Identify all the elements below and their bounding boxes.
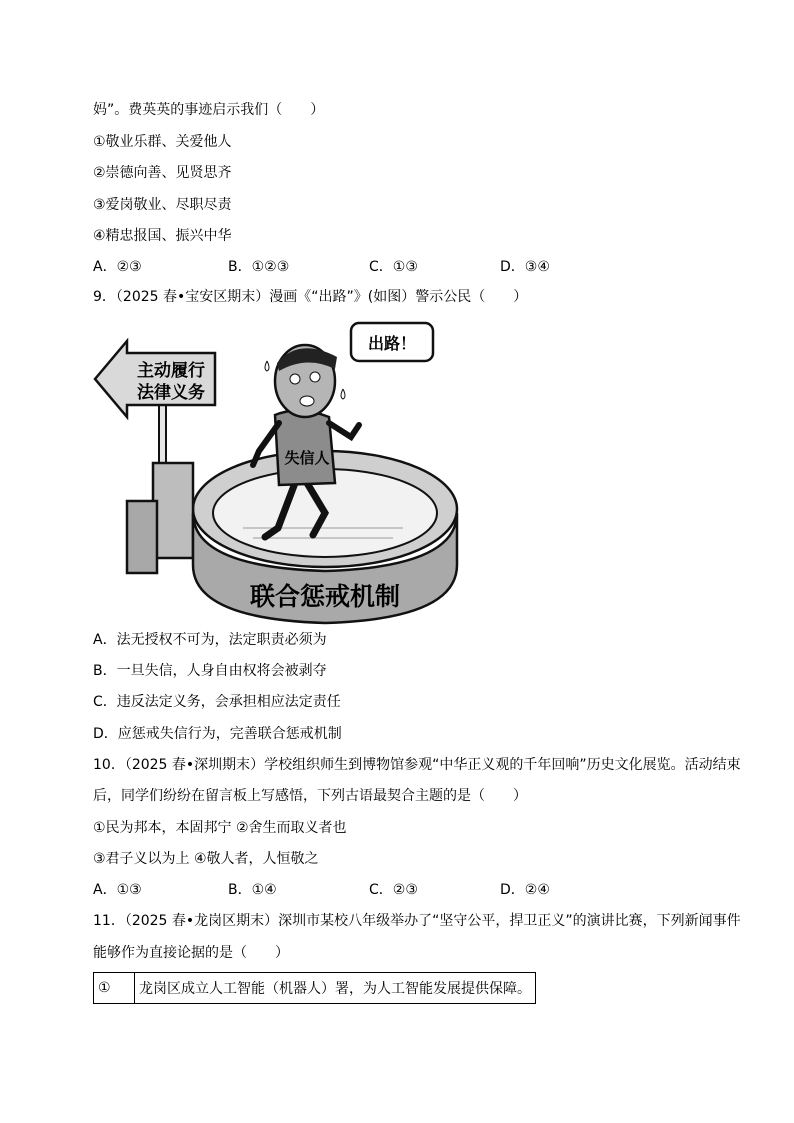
q8-item-1: ①敬业乐群、关爱他人 [93, 134, 232, 150]
cartoon-illustration [93, 313, 483, 625]
q10-items-line1: ①民为邦本，本固邦宁 ②舍生而取义者也 [93, 820, 347, 836]
q8-item-3: ③爱岗敬业、尽职尽责 [93, 197, 232, 213]
q8-item-2: ②崇德向善、见贤思齐 [93, 165, 232, 181]
q9-option-c: C．违反法定义务，会承担相应法定责任 [93, 694, 341, 710]
q10-stem-line1: 10．（2025 春•深圳期末）学校组织师生到博物馆参观“中华正义观的千年回响”历史文化展览。活动结束 [93, 757, 741, 773]
table-cell-num: ① [94, 973, 135, 1004]
q8-option-a: A．②③ [93, 259, 142, 275]
q10-option-a: A．①③ [93, 882, 142, 898]
q8-item-4: ④精忠报国、振兴中华 [93, 228, 232, 244]
shirt-text: 失信人 [284, 449, 330, 467]
q9-stem: 9．（2025 春•宝安区期末）漫画《“出路”》(如图）警示公民（ ） [93, 289, 528, 305]
q8-option-d: D．③④ [500, 259, 550, 275]
table-row [94, 973, 536, 1004]
cartoon-figure [93, 313, 483, 625]
q10-stem-line2: 后，同学们纷纷在留言板上写感悟，下列古语最契合主题的是（ ） [93, 788, 527, 804]
q11-table [93, 972, 536, 1004]
q11-stem-line1: 11．（2025 春•龙岗区期末）深圳市某校八年级举办了“坚守公平，捍卫正义”的演讲比赛，下列新闻事件 [93, 913, 741, 929]
q10-option-d: D．②④ [500, 882, 550, 898]
q9-option-d: D．应惩戒失信行为，完善联合惩戒机制 [93, 726, 342, 742]
q9-option-a: A．法无授权不可为，法定职责必须为 [93, 632, 327, 648]
q10-items-line2: ③君子义以为上 ④敬人者，人恒敬之 [93, 851, 319, 867]
q10-option-c: C．②③ [369, 882, 418, 898]
q11-stem-line2: 能够作为直接论据的是（ ） [93, 945, 289, 961]
q10-option-b: B．①④ [228, 882, 277, 898]
q8-option-c: C．①③ [369, 259, 418, 275]
q8-option-b: B．①②③ [228, 259, 290, 275]
speech-text: 出路！ [367, 334, 417, 353]
ring-text: 联合惩戒机制 [249, 582, 401, 611]
sign-text-line1: 主动履行 [137, 361, 205, 381]
q9-option-b: B．一旦失信，人身自由权将会被剥夺 [93, 663, 327, 679]
sign-text-line2: 法律义务 [137, 383, 205, 403]
table-cell-text: 龙岗区成立人工智能（机器人）署，为人工智能发展提供保障。 [135, 973, 536, 1004]
q8-stem-tail: 妈”。费英英的事迹启示我们（ ） [93, 102, 325, 118]
